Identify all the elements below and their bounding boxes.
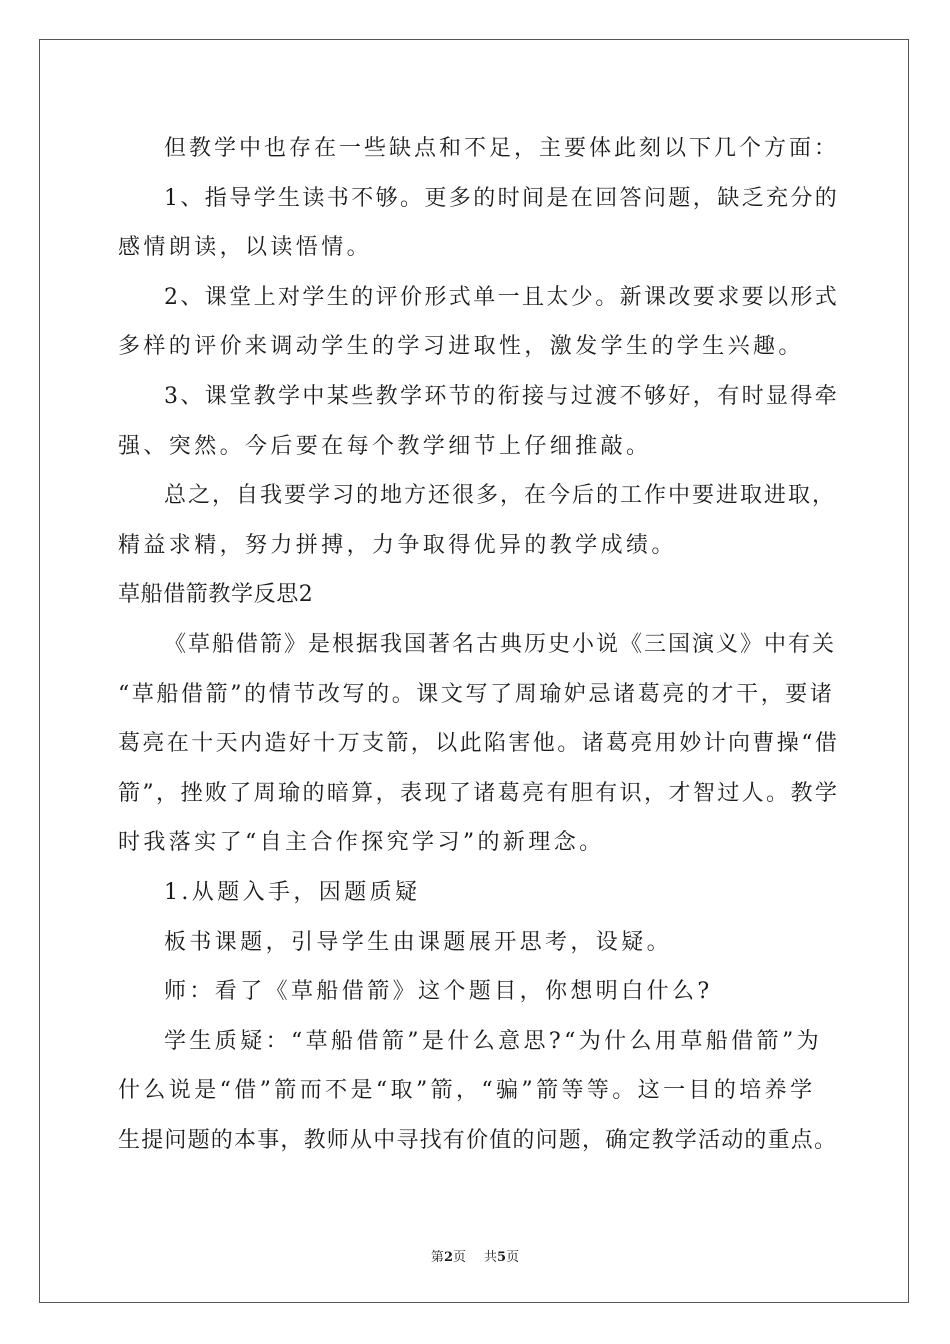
paragraph-line: 生提问题的本事，教师从中寻找有价值的问题，确定教学活动的重点。 bbox=[118, 1128, 838, 1153]
paragraph-line: 1.从题入手，因题质疑 bbox=[164, 880, 421, 905]
total-prefix: 共 bbox=[484, 1250, 498, 1265]
paragraph-line: 但教学中也存在一些缺点和不足，主要体此刻以下几个方面： bbox=[164, 136, 840, 161]
paragraph-line: 1、指导学生读书不够。更多的时间是在回答问题，缺乏充分的 bbox=[164, 186, 840, 211]
paragraph-line: 什么说是“借”箭而不是“取”箭，“骗”箭等等。这一目的培养学 bbox=[118, 1078, 816, 1103]
paragraph-line: 板书课题，引导学生由课题展开思考，设疑。 bbox=[164, 930, 673, 955]
paragraph-line: 感情朗读，以读悟情。 bbox=[118, 235, 373, 260]
paragraph-line: 3、课堂教学中某些教学环节的衔接与过渡不够好，有时显得牵 bbox=[164, 384, 840, 409]
paragraph-line: 2、课堂上对学生的评价形式单一且太少。新课改要求要以形式 bbox=[164, 285, 840, 310]
paragraph-line: 精益求精，努力拼搏，力争取得优异的教学成绩。 bbox=[118, 533, 677, 558]
page-current: 2 bbox=[443, 1250, 453, 1265]
page-prefix: 第 bbox=[430, 1250, 444, 1265]
paragraph-line: 《草船借箭》是根据我国著名古典历史小说《三国演义》中有关 bbox=[164, 632, 837, 657]
paragraph-line: 多样的评价来调动学生的学习进取性，激发学生的学生兴趣。 bbox=[118, 334, 804, 359]
paragraph-line: 强、突然。今后要在每个教学细节上仔细推敲。 bbox=[118, 434, 652, 459]
section-heading: 草船借箭教学反思2 bbox=[118, 582, 314, 607]
paragraph-line: 总之，自我要学习的地方还很多，在今后的工作中要进取进取， bbox=[164, 483, 837, 508]
paragraph-line: 学生质疑：“草船借箭”是什么意思?“为什么用草船借箭”为 bbox=[164, 1029, 822, 1054]
paragraph-line: 师：看了《草船借箭》这个题目，你想明白什么? bbox=[164, 979, 713, 1004]
paragraph-line: 葛亮在十天内造好十万支箭，以此陷害他。诸葛亮用妙计向曹操“借 bbox=[118, 731, 840, 756]
paragraph-line: 时我落实了“自主合作探究学习”的新理念。 bbox=[118, 830, 605, 855]
paragraph-line: “草船借箭”的情节改写的。课文写了周瑜妒忌诸葛亮的才干，要诸 bbox=[118, 682, 835, 707]
page-footer bbox=[0, 1246, 950, 1265]
total-suffix: 页 bbox=[506, 1250, 520, 1265]
page-total: 5 bbox=[497, 1250, 507, 1265]
page-suffix: 页 bbox=[452, 1250, 466, 1265]
paragraph-line: 箭”，挫败了周瑜的暗算，表现了诸葛亮有胆有识，才智过人。教学 bbox=[118, 781, 840, 806]
